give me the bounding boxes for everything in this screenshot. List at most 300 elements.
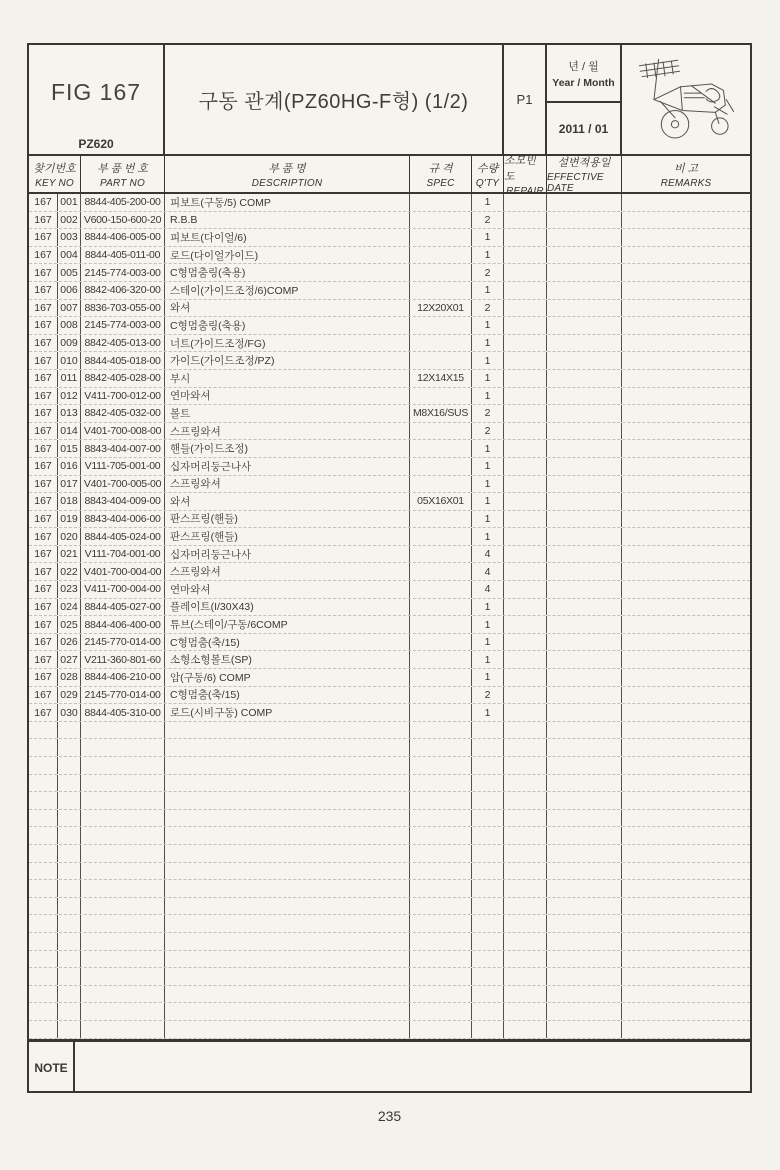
cell-key-no: 005 [58, 264, 81, 281]
table-row [29, 440, 750, 458]
cell-qty [472, 792, 504, 809]
cell-qty: 2 [472, 212, 504, 229]
cell-key-no: 011 [58, 370, 81, 387]
cell-repair [504, 212, 547, 229]
cell-part-no: 2145-770-014-00 [81, 634, 165, 651]
cell-description: C형멈춤(축/15) [165, 634, 410, 651]
cell-part-no: 8836-703-055-00 [81, 300, 165, 317]
cell-effective-date [547, 810, 622, 827]
cell-effective-date [547, 546, 622, 563]
cell-remarks [622, 951, 750, 968]
cell-description [165, 1003, 410, 1020]
cell-effective-date [547, 651, 622, 668]
cell-remarks [622, 634, 750, 651]
cell-part-no [81, 898, 165, 915]
cell-qty: 1 [472, 440, 504, 457]
table-row [29, 493, 750, 511]
table-row [29, 317, 750, 335]
cell-effective-date [547, 528, 622, 545]
cell-repair [504, 616, 547, 633]
cell-description [165, 863, 410, 880]
page-ref: P1 [504, 45, 547, 154]
cell-repair [504, 352, 547, 369]
cell-spec [410, 757, 472, 774]
cell-description: 부시 [165, 370, 410, 387]
cell-part-no: V211-360-801-60 [81, 651, 165, 668]
cell-fig-no: 167 [29, 581, 58, 598]
cell-remarks [622, 687, 750, 704]
cell-part-no: V401-700-004-00 [81, 563, 165, 580]
cell-key-no: 002 [58, 212, 81, 229]
cell-key-no [58, 739, 81, 756]
cell-effective-date [547, 669, 622, 686]
cell-effective-date [547, 1021, 622, 1038]
table-row [29, 915, 750, 933]
cell-repair [504, 563, 547, 580]
cell-effective-date [547, 229, 622, 246]
cell-key-no: 029 [58, 687, 81, 704]
cell-part-no: V111-705-001-00 [81, 458, 165, 475]
cell-spec [410, 722, 472, 739]
cell-fig-no: 167 [29, 264, 58, 281]
cell-description: 소형소형볼트(SP) [165, 651, 410, 668]
cell-fig-no [29, 968, 58, 985]
cell-description: 연마와셔 [165, 581, 410, 598]
cell-description: 스프링와셔 [165, 423, 410, 440]
cell-qty: 1 [472, 335, 504, 352]
cell-effective-date [547, 722, 622, 739]
col-remarks-ko: 비 고 [673, 162, 698, 175]
cell-effective-date [547, 968, 622, 985]
cell-part-no [81, 1021, 165, 1038]
col-repair-ko: 소모빈도 [504, 154, 536, 183]
table-row [29, 194, 750, 212]
cell-spec [410, 845, 472, 862]
cell-effective-date [547, 739, 622, 756]
fig-number: FIG 167 [50, 79, 142, 105]
cell-qty: 2 [472, 423, 504, 440]
cell-effective-date [547, 300, 622, 317]
cell-effective-date [547, 827, 622, 844]
cell-key-no [58, 915, 81, 932]
table-row [29, 669, 750, 687]
cell-part-no: 8842-405-028-00 [81, 370, 165, 387]
cell-part-no: 8844-405-200-00 [81, 194, 165, 211]
cell-spec [410, 986, 472, 1003]
cell-key-no [58, 863, 81, 880]
table-row [29, 264, 750, 282]
cell-spec: 12X14X15 [410, 370, 472, 387]
cell-spec [410, 792, 472, 809]
col-repair-en: REPAIR [506, 185, 544, 197]
table-row [29, 563, 750, 581]
table-row [29, 335, 750, 353]
cell-repair [504, 282, 547, 299]
cell-effective-date [547, 687, 622, 704]
cell-remarks [622, 757, 750, 774]
cell-spec [410, 317, 472, 334]
cell-part-no: 8844-406-005-00 [81, 229, 165, 246]
cell-repair [504, 651, 547, 668]
cell-description: 판스프링(핸들) [165, 528, 410, 545]
cell-key-no: 020 [58, 528, 81, 545]
cell-part-no [81, 792, 165, 809]
cell-remarks [622, 212, 750, 229]
cell-spec [410, 775, 472, 792]
cell-fig-no: 167 [29, 704, 58, 721]
cell-qty: 1 [472, 669, 504, 686]
cell-spec [410, 739, 472, 756]
cell-repair [504, 687, 547, 704]
cell-fig-no [29, 757, 58, 774]
cell-remarks [622, 194, 750, 211]
cell-part-no: V600-150-600-20 [81, 212, 165, 229]
cell-effective-date [547, 792, 622, 809]
cell-remarks [622, 704, 750, 721]
cell-key-no: 016 [58, 458, 81, 475]
cell-key-no: 023 [58, 581, 81, 598]
table-row [29, 651, 750, 669]
cell-description: 로드(다이얼가이드) [165, 247, 410, 264]
col-effective-ko: 설변적용일 [557, 157, 611, 169]
table-row [29, 370, 750, 388]
cell-key-no: 025 [58, 616, 81, 633]
cell-effective-date [547, 405, 622, 422]
cell-effective-date [547, 247, 622, 264]
cell-remarks [622, 282, 750, 299]
cell-spec [410, 440, 472, 457]
cell-part-no: 8843-404-006-00 [81, 511, 165, 528]
cell-key-no: 010 [58, 352, 81, 369]
cell-description: C형멈춤(축/15) [165, 687, 410, 704]
year-month-value: 2011 / 01 [558, 121, 609, 136]
cell-qty: 1 [472, 388, 504, 405]
cell-part-no [81, 775, 165, 792]
cell-key-no: 022 [58, 563, 81, 580]
col-qty-en: Q'TY [475, 177, 500, 189]
cell-remarks [622, 599, 750, 616]
cell-repair [504, 546, 547, 563]
col-effective-en: EFFECTIVE DATE [547, 172, 604, 194]
cell-effective-date [547, 194, 622, 211]
cell-part-no [81, 863, 165, 880]
cell-description: 십자머리둥근나사 [165, 458, 410, 475]
cell-effective-date [547, 915, 622, 932]
cell-remarks [622, 335, 750, 352]
cell-fig-no: 167 [29, 458, 58, 475]
cell-qty [472, 845, 504, 862]
cell-part-no [81, 845, 165, 862]
cell-repair [504, 405, 547, 422]
cell-description: 로드(시비구동) COMP [165, 704, 410, 721]
cell-description: R.B.B [165, 212, 410, 229]
cell-remarks [622, 933, 750, 950]
cell-remarks [622, 528, 750, 545]
cell-qty: 1 [472, 229, 504, 246]
col-header-qty [472, 156, 504, 192]
cell-qty [472, 1021, 504, 1038]
cell-part-no [81, 1003, 165, 1020]
table-row [29, 863, 750, 881]
cell-key-no: 014 [58, 423, 81, 440]
col-spec-en: SPEC [426, 177, 455, 189]
cell-spec [410, 810, 472, 827]
cell-effective-date [547, 986, 622, 1003]
cell-description: 연마와셔 [165, 388, 410, 405]
cell-part-no [81, 810, 165, 827]
cell-qty: 1 [472, 370, 504, 387]
cell-effective-date [547, 757, 622, 774]
cell-spec [410, 423, 472, 440]
cell-remarks [622, 581, 750, 598]
table-row [29, 880, 750, 898]
cell-fig-no: 167 [29, 423, 58, 440]
cell-remarks [622, 898, 750, 915]
cell-qty: 2 [472, 405, 504, 422]
cell-description: 십자머리둥근나사 [165, 546, 410, 563]
cell-part-no: V401-700-005-00 [81, 476, 165, 493]
cell-qty [472, 933, 504, 950]
note-row [29, 1039, 750, 1093]
cell-effective-date [547, 317, 622, 334]
cell-part-no: 8844-405-027-00 [81, 599, 165, 616]
cell-fig-no: 167 [29, 440, 58, 457]
cell-fig-no [29, 915, 58, 932]
cell-fig-no: 167 [29, 634, 58, 651]
cell-description: 판스프링(핸들) [165, 511, 410, 528]
cell-spec [410, 933, 472, 950]
cell-remarks [622, 405, 750, 422]
cell-repair [504, 370, 547, 387]
cell-qty: 2 [472, 687, 504, 704]
table-row [29, 423, 750, 441]
cell-spec [410, 264, 472, 281]
cell-spec [410, 563, 472, 580]
cell-spec [410, 247, 472, 264]
table-row [29, 282, 750, 300]
cell-fig-no: 167 [29, 687, 58, 704]
cell-key-no [58, 933, 81, 950]
cell-fig-no [29, 775, 58, 792]
cell-part-no [81, 915, 165, 932]
cell-fig-no [29, 827, 58, 844]
cell-repair [504, 247, 547, 264]
cell-key-no [58, 1021, 81, 1038]
cell-fig-no: 167 [29, 370, 58, 387]
cell-repair [504, 845, 547, 862]
cell-key-no: 018 [58, 493, 81, 510]
cell-fig-no [29, 863, 58, 880]
cell-qty [472, 986, 504, 1003]
cell-description: 암(구동/6) COMP [165, 669, 410, 686]
cell-repair [504, 669, 547, 686]
cell-repair [504, 951, 547, 968]
cell-key-no: 024 [58, 599, 81, 616]
cell-spec [410, 352, 472, 369]
cell-repair [504, 827, 547, 844]
cell-part-no: V401-700-008-00 [81, 423, 165, 440]
note-label: NOTE [29, 1042, 75, 1093]
cell-qty [472, 827, 504, 844]
year-month-label-ko: 년 / 월 [568, 60, 599, 73]
cell-qty: 1 [472, 352, 504, 369]
cell-repair [504, 458, 547, 475]
cell-qty: 4 [472, 563, 504, 580]
cell-fig-no [29, 739, 58, 756]
cell-part-no: 8844-405-018-00 [81, 352, 165, 369]
col-spec-ko: 규 격 [428, 162, 453, 175]
table-row [29, 458, 750, 476]
cell-repair [504, 476, 547, 493]
col-header-spec [410, 156, 472, 192]
cell-qty [472, 1003, 504, 1020]
cell-spec: 05X16X01 [410, 493, 472, 510]
cell-qty [472, 951, 504, 968]
cell-key-no [58, 951, 81, 968]
cell-part-no: 8844-406-400-00 [81, 616, 165, 633]
cell-qty: 1 [472, 194, 504, 211]
catalog-table-frame [27, 43, 752, 1093]
cell-remarks [622, 300, 750, 317]
cell-repair [504, 423, 547, 440]
cell-part-no [81, 951, 165, 968]
cell-fig-no [29, 722, 58, 739]
col-header-repair [504, 154, 547, 197]
cell-key-no: 009 [58, 335, 81, 352]
cell-spec [410, 282, 472, 299]
table-row [29, 581, 750, 599]
cell-key-no [58, 968, 81, 985]
cell-description [165, 933, 410, 950]
cell-part-no [81, 933, 165, 950]
cell-repair [504, 757, 547, 774]
cell-fig-no [29, 810, 58, 827]
table-row [29, 792, 750, 810]
cell-key-no [58, 792, 81, 809]
cell-remarks [622, 493, 750, 510]
cell-fig-no: 167 [29, 335, 58, 352]
cell-fig-no: 167 [29, 405, 58, 422]
cell-qty: 2 [472, 264, 504, 281]
cell-spec [410, 599, 472, 616]
table-row [29, 827, 750, 845]
col-remarks-en: REMARKS [660, 177, 712, 189]
cell-effective-date [547, 440, 622, 457]
cell-key-no [58, 986, 81, 1003]
table-row [29, 739, 750, 757]
cell-key-no: 008 [58, 317, 81, 334]
cell-qty: 1 [472, 651, 504, 668]
model-code: PZ620 [78, 137, 114, 151]
table-row [29, 775, 750, 793]
cell-repair [504, 704, 547, 721]
cell-remarks [622, 616, 750, 633]
cell-remarks [622, 317, 750, 334]
cell-qty: 1 [472, 616, 504, 633]
machine-thumbnail-cell [622, 45, 750, 154]
cell-effective-date [547, 458, 622, 475]
cell-repair [504, 1021, 547, 1038]
page-header [29, 45, 750, 156]
table-row [29, 634, 750, 652]
cell-effective-date [547, 898, 622, 915]
cell-key-no: 028 [58, 669, 81, 686]
cell-description: 너트(가이드조정/FG) [165, 335, 410, 352]
cell-fig-no: 167 [29, 194, 58, 211]
cell-qty: 2 [472, 300, 504, 317]
cell-spec [410, 1021, 472, 1038]
cell-spec [410, 687, 472, 704]
cell-spec [410, 827, 472, 844]
table-row [29, 757, 750, 775]
table-row [29, 898, 750, 916]
cell-repair [504, 722, 547, 739]
note-content [75, 1042, 750, 1093]
cell-remarks [622, 546, 750, 563]
cell-fig-no: 167 [29, 563, 58, 580]
cell-effective-date [547, 581, 622, 598]
col-header-key-no [29, 156, 81, 192]
cell-remarks [622, 722, 750, 739]
cell-description: 와셔 [165, 300, 410, 317]
cell-effective-date [547, 880, 622, 897]
cell-key-no [58, 1003, 81, 1020]
table-row [29, 476, 750, 494]
table-row [29, 933, 750, 951]
cell-qty: 4 [472, 546, 504, 563]
cell-fig-no: 167 [29, 476, 58, 493]
page-number: 235 [377, 1108, 402, 1124]
cell-part-no [81, 722, 165, 739]
cell-effective-date [547, 212, 622, 229]
cell-description [165, 722, 410, 739]
table-row [29, 810, 750, 828]
cell-qty: 1 [472, 511, 504, 528]
cell-qty [472, 863, 504, 880]
cell-spec [410, 212, 472, 229]
cell-fig-no [29, 1021, 58, 1038]
col-header-effective-date [547, 156, 622, 192]
cell-part-no [81, 757, 165, 774]
cell-key-no [58, 810, 81, 827]
cell-effective-date [547, 863, 622, 880]
cell-description [165, 880, 410, 897]
table-row [29, 704, 750, 722]
cell-part-no: V411-700-012-00 [81, 388, 165, 405]
cell-spec [410, 458, 472, 475]
cell-qty [472, 739, 504, 756]
table-row [29, 687, 750, 705]
cell-description: 가이드(가이드조정/PZ) [165, 352, 410, 369]
rice-transplanter-sketch-icon [627, 52, 745, 148]
cell-part-no: V111-704-001-00 [81, 546, 165, 563]
year-month-cell [547, 45, 622, 154]
cell-repair [504, 634, 547, 651]
cell-description: 스프링와셔 [165, 476, 410, 493]
cell-description [165, 915, 410, 932]
cell-remarks [622, 986, 750, 1003]
cell-repair [504, 933, 547, 950]
cell-key-no: 006 [58, 282, 81, 299]
cell-remarks [622, 775, 750, 792]
cell-repair [504, 915, 547, 932]
cell-spec [410, 634, 472, 651]
cell-qty [472, 810, 504, 827]
cell-part-no: 8842-406-320-00 [81, 282, 165, 299]
cell-description: 스프링와셔 [165, 563, 410, 580]
cell-qty [472, 915, 504, 932]
table-row [29, 616, 750, 634]
